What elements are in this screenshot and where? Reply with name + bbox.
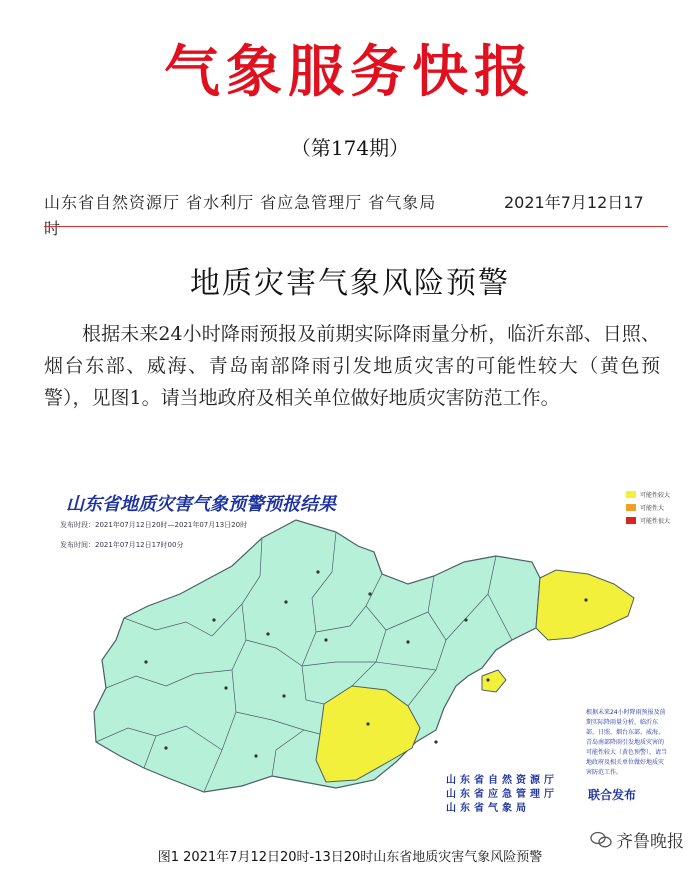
- issuing-agencies: 山东省自然资源厅 省水利厅 省应急管理厅 省气象局: [44, 193, 437, 212]
- legend-label: 可能性较大: [640, 492, 671, 499]
- legend-swatch-yellow: [626, 491, 636, 498]
- legend-label: 可能性很大: [640, 518, 671, 525]
- issuer-emergency-management: 山东省应急管理厅: [446, 789, 558, 800]
- shandong-map: [36, 480, 672, 826]
- issue-date-wrap: 时: [44, 219, 61, 238]
- issue-date: 2021年7月12日17: [504, 193, 644, 212]
- issuer-natural-resources: 山东省自然资源厅: [446, 775, 558, 786]
- map-legend: [626, 488, 670, 527]
- legend-label: 可能性大: [640, 505, 665, 512]
- legend-swatch-orange: [626, 504, 636, 511]
- figure-caption: 图1 2021年7月12日20时-13日20时山东省地质灾害气象风险预警: [157, 850, 543, 865]
- legend-swatch-red: [626, 517, 636, 524]
- map-release-time: 发布时间：2021年07月12日17时00分: [60, 541, 184, 549]
- warning-region-weihai-yantai: [536, 570, 634, 640]
- warning-map-figure: [36, 480, 672, 826]
- legend-item-higher: [626, 501, 670, 514]
- article-headline: 地质灾害气象风险预警: [190, 266, 510, 301]
- article-body: 根据未来24小时降雨预报及前期实际降雨量分析，临沂东部、日照、烟台东部、威海、青岛南部降雨引发地质灾害的可能性较大（黄色预警），见图1。请当地政府及相关单位做好地质灾害防范工作。: [44, 323, 660, 409]
- watermark-label: 齐鲁晚报: [616, 832, 684, 852]
- header-divider: [44, 226, 668, 227]
- issue-number: （第174期）: [290, 136, 410, 160]
- map-release-period: 发布时段：2021年07月12日20时—2021年07月13日20时: [60, 521, 248, 529]
- joint-release-label: 联合发布: [588, 788, 637, 802]
- legend-item-high: [626, 488, 670, 501]
- issuer-meteorology: 山东省气象局: [446, 803, 530, 814]
- map-issuers: [446, 774, 558, 816]
- masthead-title: 气象服务快报: [164, 39, 536, 105]
- legend-item-highest: [626, 514, 670, 527]
- warning-region-qingdao: [482, 670, 506, 692]
- map-title: 山东省地质灾害气象预警预报结果: [66, 494, 336, 515]
- map-side-note: 根据未来24小时降雨预报及前期实际降雨量分析，临沂东部、日照、烟台东部、威海、青岛南部降雨引发地质灾害的可能性较大（黄色预警），请当地政府及相关单位做好地质灾害防范工作。: [586, 709, 668, 776]
